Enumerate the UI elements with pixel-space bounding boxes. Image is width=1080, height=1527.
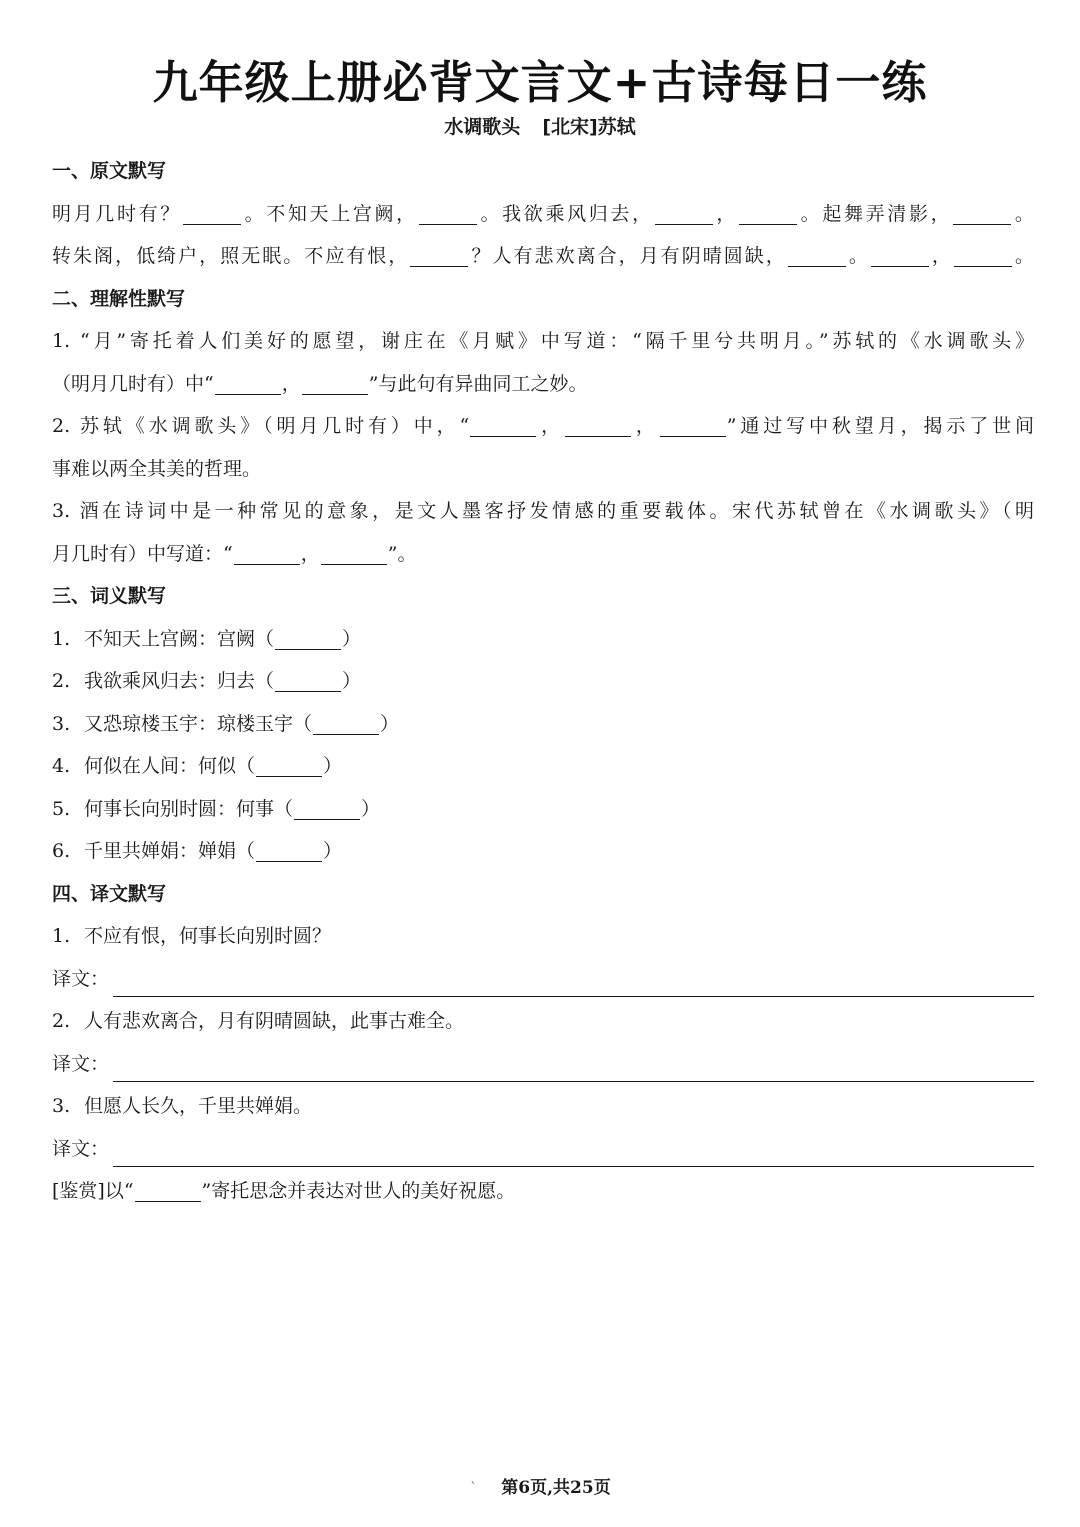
text-segment: [鉴赏]以“: [52, 1180, 134, 1202]
text-segment: ，: [929, 245, 953, 267]
answer-blank[interactable]: [788, 265, 846, 267]
section4-heading: 四、译文默写: [52, 882, 167, 905]
section2-q2-line2: 事难以两全其美的哲理。: [52, 457, 262, 480]
item-text: 何似在人间：何似（: [84, 755, 256, 777]
vocab-item: [52, 660, 1034, 703]
item-text: 人有悲欢离合，月有阴晴圆缺，此事古难全。: [84, 1010, 465, 1032]
item-number: 5.: [52, 797, 71, 820]
item-text: 又恐琼楼玉宇：琼楼玉宇（: [84, 712, 313, 735]
answer-blank[interactable]: [871, 265, 929, 267]
section2-q2-line1: [52, 405, 1034, 448]
answer-blank[interactable]: [313, 733, 379, 735]
translation-label: 译文：: [52, 1052, 110, 1075]
text-segment: ，: [713, 202, 739, 225]
text-segment: ，: [632, 415, 659, 437]
poem-title: 水调歌头: [444, 116, 521, 138]
translation-item: [52, 915, 1034, 958]
text-segment: 。: [1012, 245, 1034, 267]
section2-q3-line2: [52, 533, 1034, 576]
answer-blank[interactable]: [234, 563, 300, 565]
answer-blank[interactable]: [419, 223, 477, 225]
text-segment: 。: [846, 245, 870, 267]
section2-q1-line1: 1. “月”寄托着人们美好的愿望，谢庄在《月赋》中写道：“隔千里兮共明月。”苏轼的《水调歌头》: [52, 330, 1034, 352]
answer-blank[interactable]: [739, 223, 797, 225]
answer-blank[interactable]: [135, 1200, 201, 1202]
text-segment: ，: [537, 415, 565, 437]
item-number: 1.: [52, 627, 71, 650]
text-segment: ”。: [387, 542, 417, 565]
answer-blank[interactable]: [953, 223, 1011, 225]
answer-blank[interactable]: [256, 775, 322, 777]
text-segment: ”通过写中秋望月，揭示了世间: [726, 415, 1034, 437]
section1-line2: [52, 235, 1034, 278]
section1-heading: 一、原文默写: [52, 160, 167, 182]
item-text: 不知天上宫阙：宫阙（: [84, 627, 275, 650]
item-number: 3.: [52, 712, 71, 735]
section2-q3-line1: 3. 酒在诗词中是一种常见的意象，是文人墨客抒发情感的重要载体。宋代苏轼曾在《水调歌头》（明: [52, 500, 1034, 522]
vocab-item: [52, 788, 1034, 831]
text-segment: ，: [281, 372, 301, 395]
translation-answer-line[interactable]: [113, 995, 1034, 997]
text-segment: 。起舞弄清影，: [798, 202, 953, 225]
item-number: 3.: [52, 1095, 71, 1117]
text-segment: ）: [380, 712, 400, 735]
poem-author: [北宋]苏轼: [542, 116, 636, 138]
item-text: 但愿人长久，千里共婵娟。: [84, 1095, 313, 1117]
text-segment: ？人有悲欢离合，月有阴晴圆缺，: [469, 245, 787, 267]
answer-blank[interactable]: [294, 818, 360, 820]
page-number: 第6页,共25页: [501, 1478, 611, 1498]
text-segment: ）: [361, 797, 381, 820]
item-text: 何事长向别时圆：何事（: [84, 797, 294, 820]
section2-heading: 二、理解性默写: [52, 287, 186, 310]
translation-answer-row: [52, 1043, 1034, 1086]
item-number: 2.: [52, 670, 71, 692]
worksheet-content: [52, 150, 1034, 1213]
answer-blank[interactable]: [321, 563, 387, 565]
vocab-item: [52, 830, 1034, 873]
translation-item: [52, 1085, 1034, 1128]
answer-blank[interactable]: [660, 435, 726, 437]
answer-blank[interactable]: [410, 265, 468, 267]
answer-blank[interactable]: [655, 223, 713, 225]
answer-blank[interactable]: [215, 393, 281, 395]
text-segment: ”寄托思念并表达对世人的美好祝愿。: [201, 1180, 516, 1202]
answer-blank[interactable]: [183, 223, 241, 225]
text-segment: ）: [323, 755, 343, 777]
translation-answer-row: [52, 1128, 1034, 1171]
text-segment: 。我欲乘风归去，: [477, 202, 654, 225]
text-segment: ”与此句有异曲同工之妙。: [368, 372, 588, 395]
text-segment: ）: [342, 670, 362, 692]
answer-blank[interactable]: [954, 265, 1012, 267]
text-segment: 。: [1012, 202, 1034, 225]
translation-answer-line[interactable]: [113, 1080, 1034, 1082]
answer-blank[interactable]: [275, 648, 341, 650]
text-segment: 明月几时有？: [52, 202, 182, 225]
item-number: 4.: [52, 755, 71, 777]
item-text: 不应有恨，何事长向别时圆？: [84, 925, 332, 947]
text-segment: 2. 苏轼《水调歌头》（明月几时有）中，“: [52, 415, 470, 437]
answer-blank[interactable]: [470, 435, 536, 437]
translation-item: [52, 1000, 1034, 1043]
appreciation-row: [52, 1170, 1034, 1213]
item-text: 千里共婵娟：婵娟（: [84, 840, 256, 862]
item-number: 6.: [52, 840, 71, 862]
vocab-item: [52, 745, 1034, 788]
answer-blank[interactable]: [256, 860, 322, 862]
answer-blank[interactable]: [275, 690, 341, 692]
translation-answer-row: [52, 958, 1034, 1001]
text-segment: （明月几时有）中“: [52, 372, 214, 395]
page-title: 九年级上册必背文言文+古诗每日一练: [152, 56, 928, 109]
translation-label: 译文：: [52, 967, 110, 990]
text-segment: 。不知天上宫阙，: [241, 202, 418, 225]
translation-answer-line[interactable]: [113, 1165, 1034, 1167]
item-text: 我欲乘风归去：归去（: [84, 670, 275, 692]
answer-blank[interactable]: [565, 435, 631, 437]
text-segment: ）: [323, 840, 343, 862]
vocab-item: [52, 703, 1034, 746]
text-segment: 转朱阁，低绮户，照无眠。不应有恨，: [52, 245, 410, 267]
text-segment: 月几时有）中写道：“: [52, 542, 233, 565]
section2-q1-line2: [52, 363, 1034, 406]
page-footer: [0, 1476, 1080, 1500]
item-number: 1.: [52, 925, 71, 947]
text-segment: ）: [342, 627, 362, 650]
vocab-item: [52, 618, 1034, 661]
item-number: 2.: [52, 1010, 71, 1032]
answer-blank[interactable]: [302, 393, 368, 395]
scan-mark: `: [470, 1482, 476, 1493]
section3-heading: 三、词义默写: [52, 585, 167, 607]
poem-subtitle: [0, 114, 1080, 140]
translation-label: 译文：: [52, 1137, 110, 1160]
text-segment: ，: [300, 542, 320, 565]
section1-line1: [52, 193, 1034, 236]
